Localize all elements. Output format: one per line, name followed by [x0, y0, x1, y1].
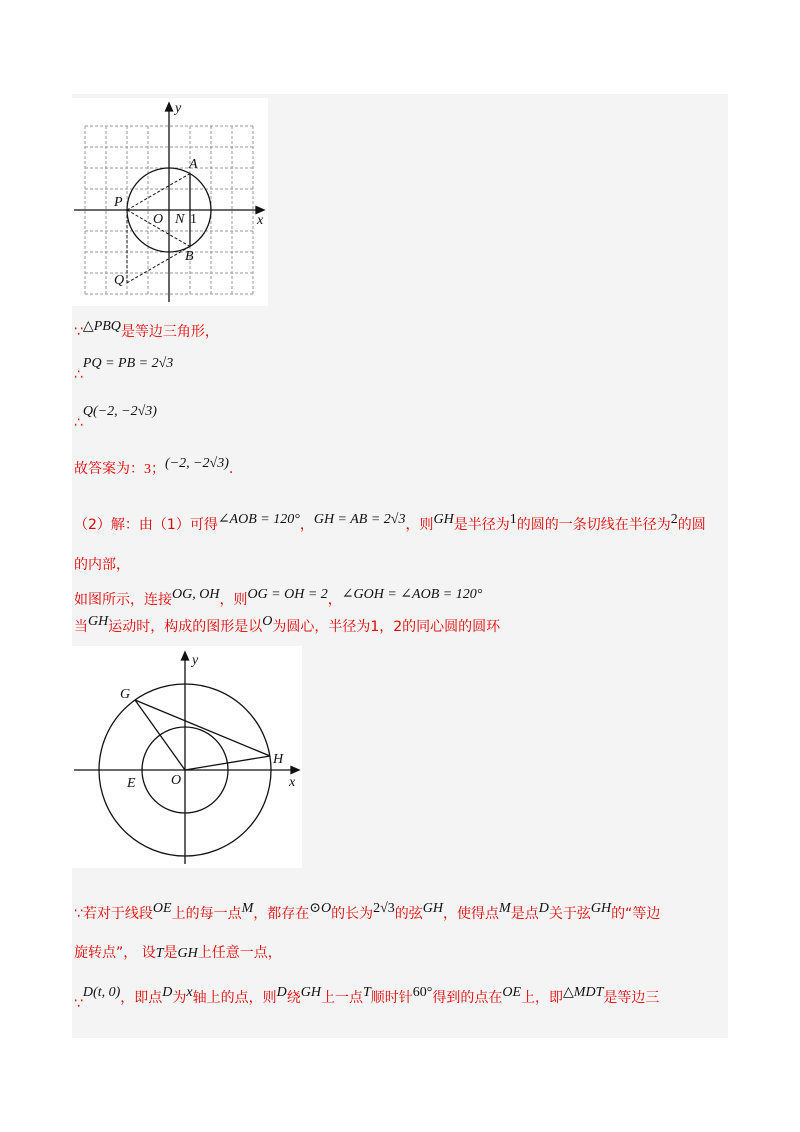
math-gh: GH [422, 901, 444, 916]
text-part: 轴上的点，则 [192, 990, 277, 1006]
math-d-t0: D(t, 0) [82, 985, 121, 1000]
answer-prefix: 故答案为： [74, 461, 144, 477]
math-point-q: Q(−2, −2√3) [82, 404, 157, 419]
math-angle-goh: ∠GOH = ∠AOB = 120° [341, 587, 483, 602]
math-triangle-mdt: △MDT [563, 985, 604, 1000]
label-o: O [153, 212, 164, 227]
label-g: G [120, 687, 131, 702]
text-part: 绕 [286, 990, 301, 1006]
line-2 [74, 356, 173, 383]
math-circle-o: ⊙O [309, 901, 332, 916]
text-part: 的“等边 [611, 906, 661, 922]
text-part: 顺时针 [370, 990, 413, 1006]
math-o: O [262, 614, 273, 629]
answer-value-2: (−2, −2√3) [165, 456, 229, 471]
math-gh-ab: GH = AB = 2√3 [313, 512, 406, 527]
label-y: y [192, 653, 199, 668]
text-part: 是 [163, 945, 178, 961]
math-d: D [162, 985, 173, 1000]
math-oe: OE [152, 901, 172, 916]
x-axis-arrow [291, 767, 299, 774]
text-part: ， [299, 517, 314, 533]
text-part: 旋转点”， 设 [74, 945, 156, 961]
line-6 [74, 554, 130, 574]
label-b: B [185, 249, 194, 264]
text-part: 是等边三 [603, 990, 660, 1006]
figure-1-coordinate-grid [72, 98, 268, 306]
math-gh: GH [590, 901, 612, 916]
label-n: N [175, 212, 185, 227]
label-x: x [257, 213, 264, 228]
math-d: D [538, 901, 549, 916]
text-part: ，则 [405, 517, 434, 533]
text-part: 是点 [510, 906, 539, 922]
text-part: 关于弦 [548, 906, 591, 922]
math-radius-1: 1 [509, 512, 517, 527]
text-part: 为圆心，半径为1，2的同心圆的圆环 [272, 619, 501, 635]
math-gh: GH [177, 946, 198, 961]
text-part: ，都存在 [253, 906, 310, 922]
text-part: 上的每一点 [171, 906, 242, 922]
therefore-symbol: ∴ [74, 367, 83, 383]
figure-2-concentric-circles [72, 646, 302, 868]
text-part: 如图所示，连接 [74, 592, 172, 608]
text-part: 为 [172, 990, 187, 1006]
text-part: ，使得点 [443, 906, 500, 922]
line-5 [74, 511, 706, 534]
line-9 [74, 900, 660, 923]
text-part: 的圆 [677, 517, 706, 533]
text-part: 的圆的一条切线在半径为 [516, 517, 671, 533]
segment-pa [127, 174, 190, 210]
text-part: ， [327, 592, 342, 608]
label-one: 1 [190, 212, 197, 227]
answer-separator: ； [151, 461, 165, 477]
math-t: T [155, 946, 164, 961]
line-7 [74, 586, 482, 609]
because-symbol: ∵ [74, 996, 83, 1012]
math-m: M [499, 901, 511, 916]
y-axis-arrow [182, 652, 189, 660]
math-d: D [276, 985, 287, 1000]
label-y: y [175, 101, 182, 116]
label-o: O [171, 773, 182, 788]
math-radius-2: 2 [670, 512, 678, 527]
math-m: M [241, 901, 254, 916]
math-length: 2√3 [373, 901, 395, 916]
math-60deg: 60° [412, 985, 433, 1000]
math-t: T [362, 985, 371, 1000]
text-part: 是半径为 [453, 517, 510, 533]
therefore-symbol: ∴ [74, 415, 83, 431]
text-inside: 的内部， [74, 557, 130, 573]
text-part: 上一点 [320, 990, 363, 1006]
text-part: ∵若对于线段 [74, 906, 153, 922]
text-part: 的长为 [331, 906, 374, 922]
label-e: E [127, 776, 136, 791]
text-part: 运动时，构成的图形是以 [108, 619, 263, 635]
math-gh: GH [300, 985, 321, 1000]
text-part: 当 [74, 619, 88, 635]
math-og-eq: OG = OH = 2 [247, 587, 328, 602]
answer-value-1: 3 [144, 462, 151, 477]
math-oe: OE [502, 985, 522, 1000]
because-symbol: ∵ [74, 324, 83, 340]
label-p: P [114, 195, 123, 210]
y-axis-arrow [166, 103, 173, 111]
math-angle-aob: ∠AOB = 120° [217, 512, 300, 527]
math-x: x [186, 985, 193, 1000]
math-gh: GH [433, 512, 454, 527]
text-equilateral: 是等边三角形， [120, 324, 219, 340]
line-4-answer [74, 456, 233, 478]
line-3 [74, 404, 157, 431]
label-x: x [289, 775, 296, 790]
answer-period: . [228, 461, 234, 477]
line-8 [74, 614, 500, 636]
label-h: H [273, 752, 284, 767]
math-pq-pb: PQ = PB = 2√3 [82, 356, 174, 371]
line-1 [74, 318, 219, 341]
text-part: 上，即 [521, 990, 564, 1006]
text-part: 的弦 [394, 906, 423, 922]
text-part: 得到的点在 [432, 990, 503, 1006]
text-part: 上任意一点， [197, 945, 282, 961]
math-triangle-pbq: △PBQ [82, 319, 121, 334]
math-gh: GH [88, 614, 109, 629]
text-part: ，则 [219, 592, 248, 608]
line-11 [74, 984, 659, 1012]
line-10 [74, 942, 282, 962]
text-part: （2）解：由（1）可得 [74, 517, 218, 533]
text-part: ，即点 [120, 990, 163, 1006]
math-og-oh: OG, OH [172, 587, 220, 602]
label-a: A [189, 157, 198, 172]
label-q: Q [114, 273, 125, 288]
